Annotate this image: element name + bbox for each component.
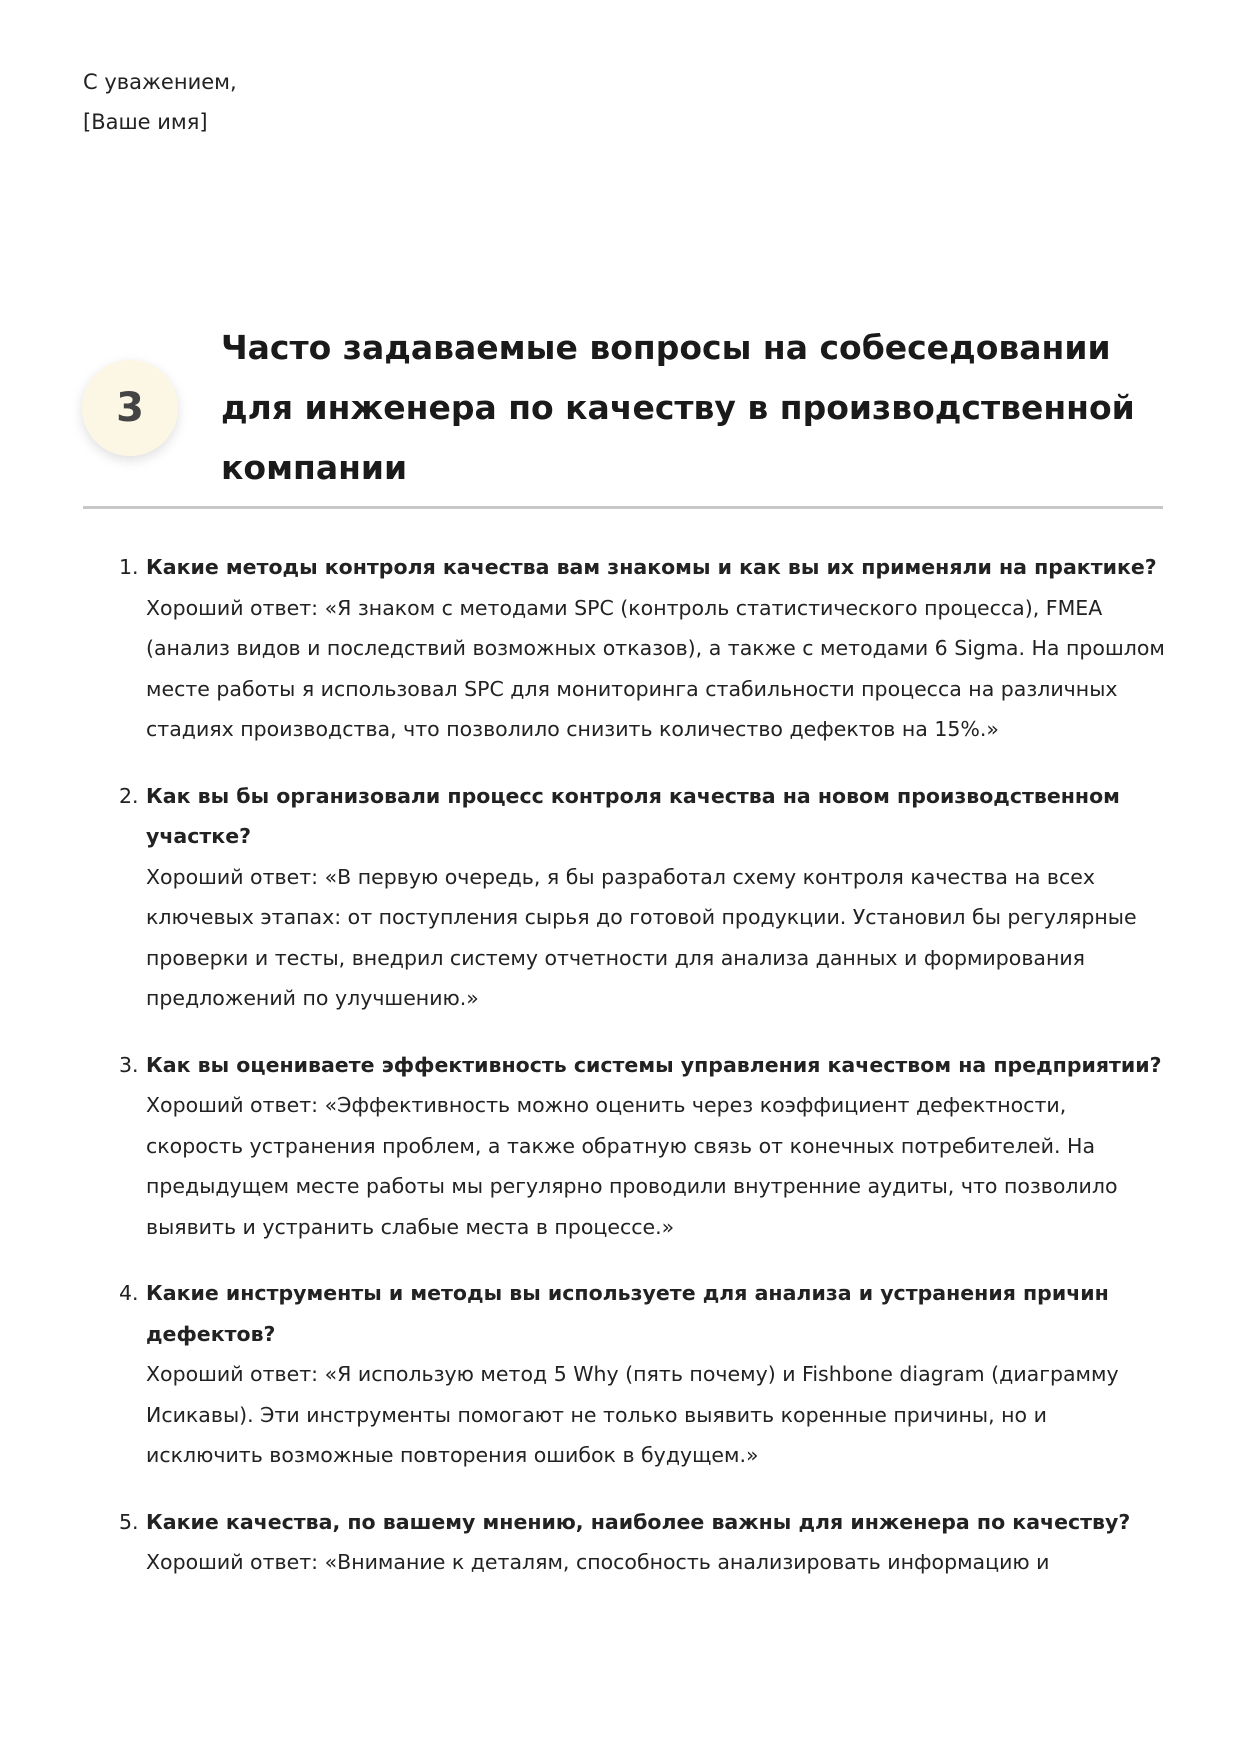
answer: Хороший ответ: «Эффективность можно оценить через коэффициент дефектности, скорость устранения проблем, а также обратную связь от конечных потребителей. На предыдущем месте работы мы регулярно проводили внутренние аудиты, что позволило выявить и устранить слабые места в процессе.»	[146, 1093, 1118, 1239]
divider	[83, 506, 1163, 509]
section-title: Часто задаваемые вопросы на собеседовании для инженера по качеству в производственной компании	[221, 328, 1135, 487]
answer: Хороший ответ: «В первую очередь, я бы разработал схему контроля качества на всех ключевых этапах: от поступления сырья до готовой продукции. Установил бы регулярные проверки и тесты, внедрил систему отчетности для анализа данных и формирования предложений по улучшению.»	[146, 864, 1137, 1010]
faq-item	[119, 776, 1166, 1019]
signature-name: [Ваше имя]	[83, 110, 208, 134]
faq-item	[119, 1045, 1166, 1248]
section-number-badge: 3	[82, 360, 178, 456]
answer: Хороший ответ: «Внимание к деталям, способность анализировать информацию и	[146, 1550, 1050, 1574]
question: Какие качества, по вашему мнению, наиболее важны для инженера по качеству?	[146, 1509, 1131, 1534]
answer: Хороший ответ: «Я использую метод 5 Why (пять почему) и Fishbone diagram (диаграмму Исикавы). Эти инструменты помогают не только выявить коренные причины, но и исключить возможные повторения ошибок в будущем.»	[146, 1362, 1119, 1467]
item-number: 2.	[119, 783, 139, 808]
question: Какие методы контроля качества вам знакомы и как вы их применяли на практике?	[146, 555, 1157, 579]
item-number: 5.	[119, 1509, 139, 1534]
question: Какие инструменты и методы вы используете для анализа и устранения причин дефектов?	[146, 1281, 1109, 1346]
signature-closing: С уважением,	[83, 70, 237, 94]
item-number: 3.	[119, 1052, 139, 1077]
signature	[83, 62, 237, 142]
faq-item	[119, 1273, 1166, 1476]
item-number: 1.	[119, 555, 139, 579]
item-number: 4.	[119, 1281, 139, 1305]
question: Как вы оцениваете эффективность системы управления качеством на предприятии?	[146, 1052, 1162, 1077]
question: Как вы бы организовали процесс контроля качества на новом производственном участке?	[146, 783, 1120, 848]
faq-item	[119, 547, 1166, 750]
faq-list	[119, 547, 1166, 1609]
faq-item	[119, 1502, 1166, 1583]
answer: Хороший ответ: «Я знаком с методами SPC (контроль статистического процесса), FMEA (анализ видов и последствий возможных отказов), а также с методами 6 Sigma. На прошлом месте работы я использовал SPC для мониторинга стабильности процесса на различных стадиях производства, что позволило снизить количество дефектов на 15%.»	[146, 595, 1165, 741]
